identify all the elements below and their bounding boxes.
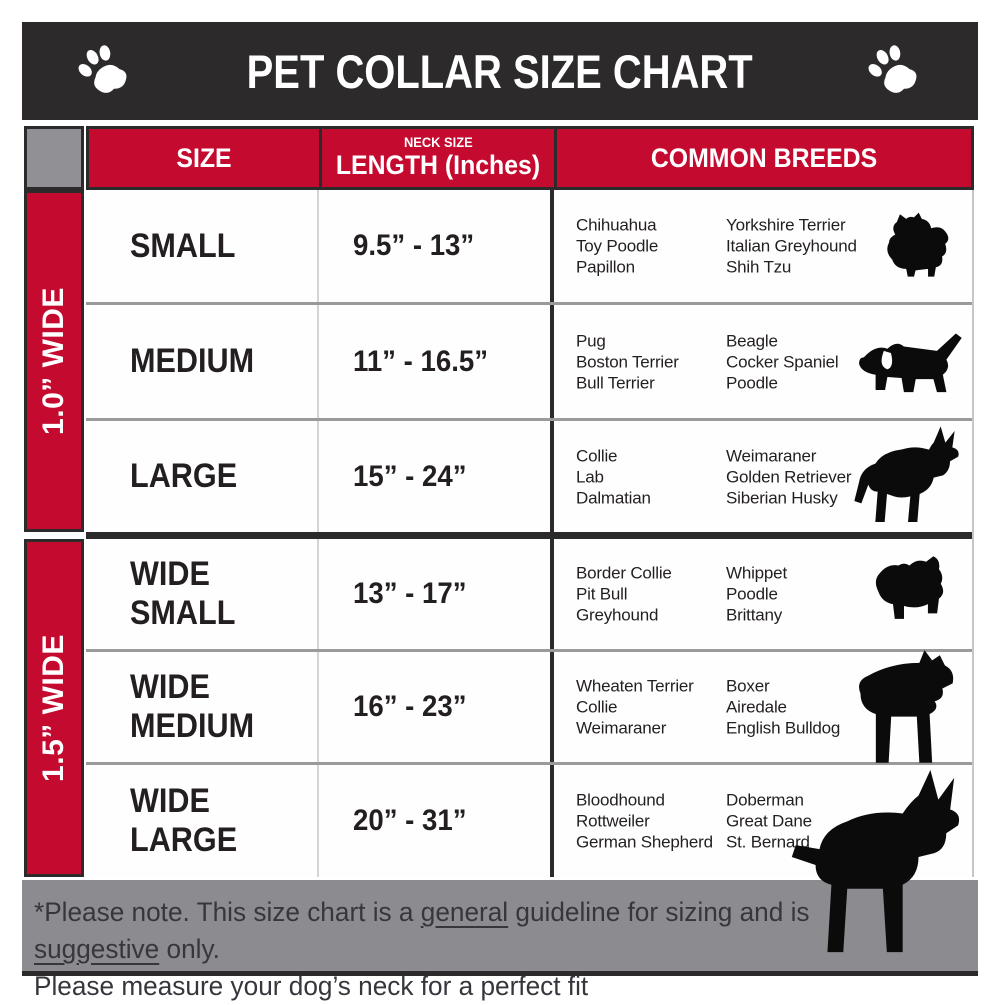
paw-print-icon [74,42,136,100]
length-value: 16” - 23” [353,690,467,723]
pit-bull-icon [840,642,968,776]
breeds-list: Weimaraner Golden Retriever Siberian Husky [726,446,852,507]
width-group-2-label [24,539,84,877]
corner-cell [24,126,84,190]
width-1-0-label: 1.0” WIDE [37,287,70,435]
breeds-list: Wheaten Terrier Collie Weimaraner [576,676,694,738]
bulldog-icon [858,545,950,643]
breeds-list: Pug Boston Terrier Bull Terrier [576,331,679,392]
breeds-list: Collie Lab Dalmatian [576,446,651,507]
length-value: 13” - 17” [353,577,467,610]
breeds-list: Doberman Great Dane St. Bernard [726,790,812,852]
length-value: 15” - 24” [353,459,467,493]
length-value: 11” - 16.5” [353,344,489,378]
dachshund-puppy-icon [852,327,970,403]
length-value: 20” - 31” [353,804,467,837]
breeds-list: Border Collie Pit Bull Greyhound [576,563,672,625]
size-label: WIDE MEDIUM [130,668,255,745]
size-label: LARGE [130,457,238,496]
table-row-small [86,190,972,302]
group-divider [86,532,972,539]
title-bar [22,22,978,120]
column-header-length: NECK SIZE LENGTH (Inches) [322,129,554,187]
footnote-text: *Please note. This size chart is a general guideline for sizing and is suggestive only. Please measure your dog’s neck for a perfect fit [34,897,810,1001]
breeds-list: Bloodhound Rottweiler German Shepherd [576,790,713,852]
table-header-row [86,126,974,190]
size-label: WIDE LARGE [130,782,238,859]
breeds-list: Beagle Cocker Spaniel Poodle [726,331,839,392]
german-shepherd-icon [844,417,972,529]
doberman-icon [772,765,970,961]
size-label: MEDIUM [130,342,255,381]
breeds-list: Whippet Poodle Brittany [726,563,787,625]
table-row-wide-small [86,539,972,649]
table-row-wide-medium [86,652,972,762]
size-label: SMALL [130,226,236,265]
width-group-1-label [24,190,84,532]
width-1-5-label: 1.5” WIDE [37,634,70,782]
footnote-line2: Please measure your dog’s neck for a perfect fit [34,971,589,1001]
length-value: 9.5” - 13” [353,229,475,262]
size-chart-table [86,190,974,877]
table-row-medium [86,305,972,418]
breeds-list: Yorkshire Terrier Italian Greyhound Shih Tzu [726,215,857,277]
underlined-word: general [420,897,509,927]
asterisk: * [34,897,45,927]
column-header-breeds: COMMON BREEDS [557,129,971,187]
page-title: PET COLLAR SIZE CHART [246,44,754,98]
size-label: WIDE SMALL [130,555,236,632]
column-header-size: SIZE [89,129,319,187]
table-row-wide-large [86,765,972,877]
breeds-list: Chihuahua Toy Poodle Papillon [576,215,659,277]
paw-print-icon [864,42,926,100]
underlined-word: suggestive [34,934,160,964]
table-row-large [86,421,972,532]
breeds-list: Boxer Airedale English Bulldog [726,676,841,738]
pomeranian-icon [872,208,956,286]
